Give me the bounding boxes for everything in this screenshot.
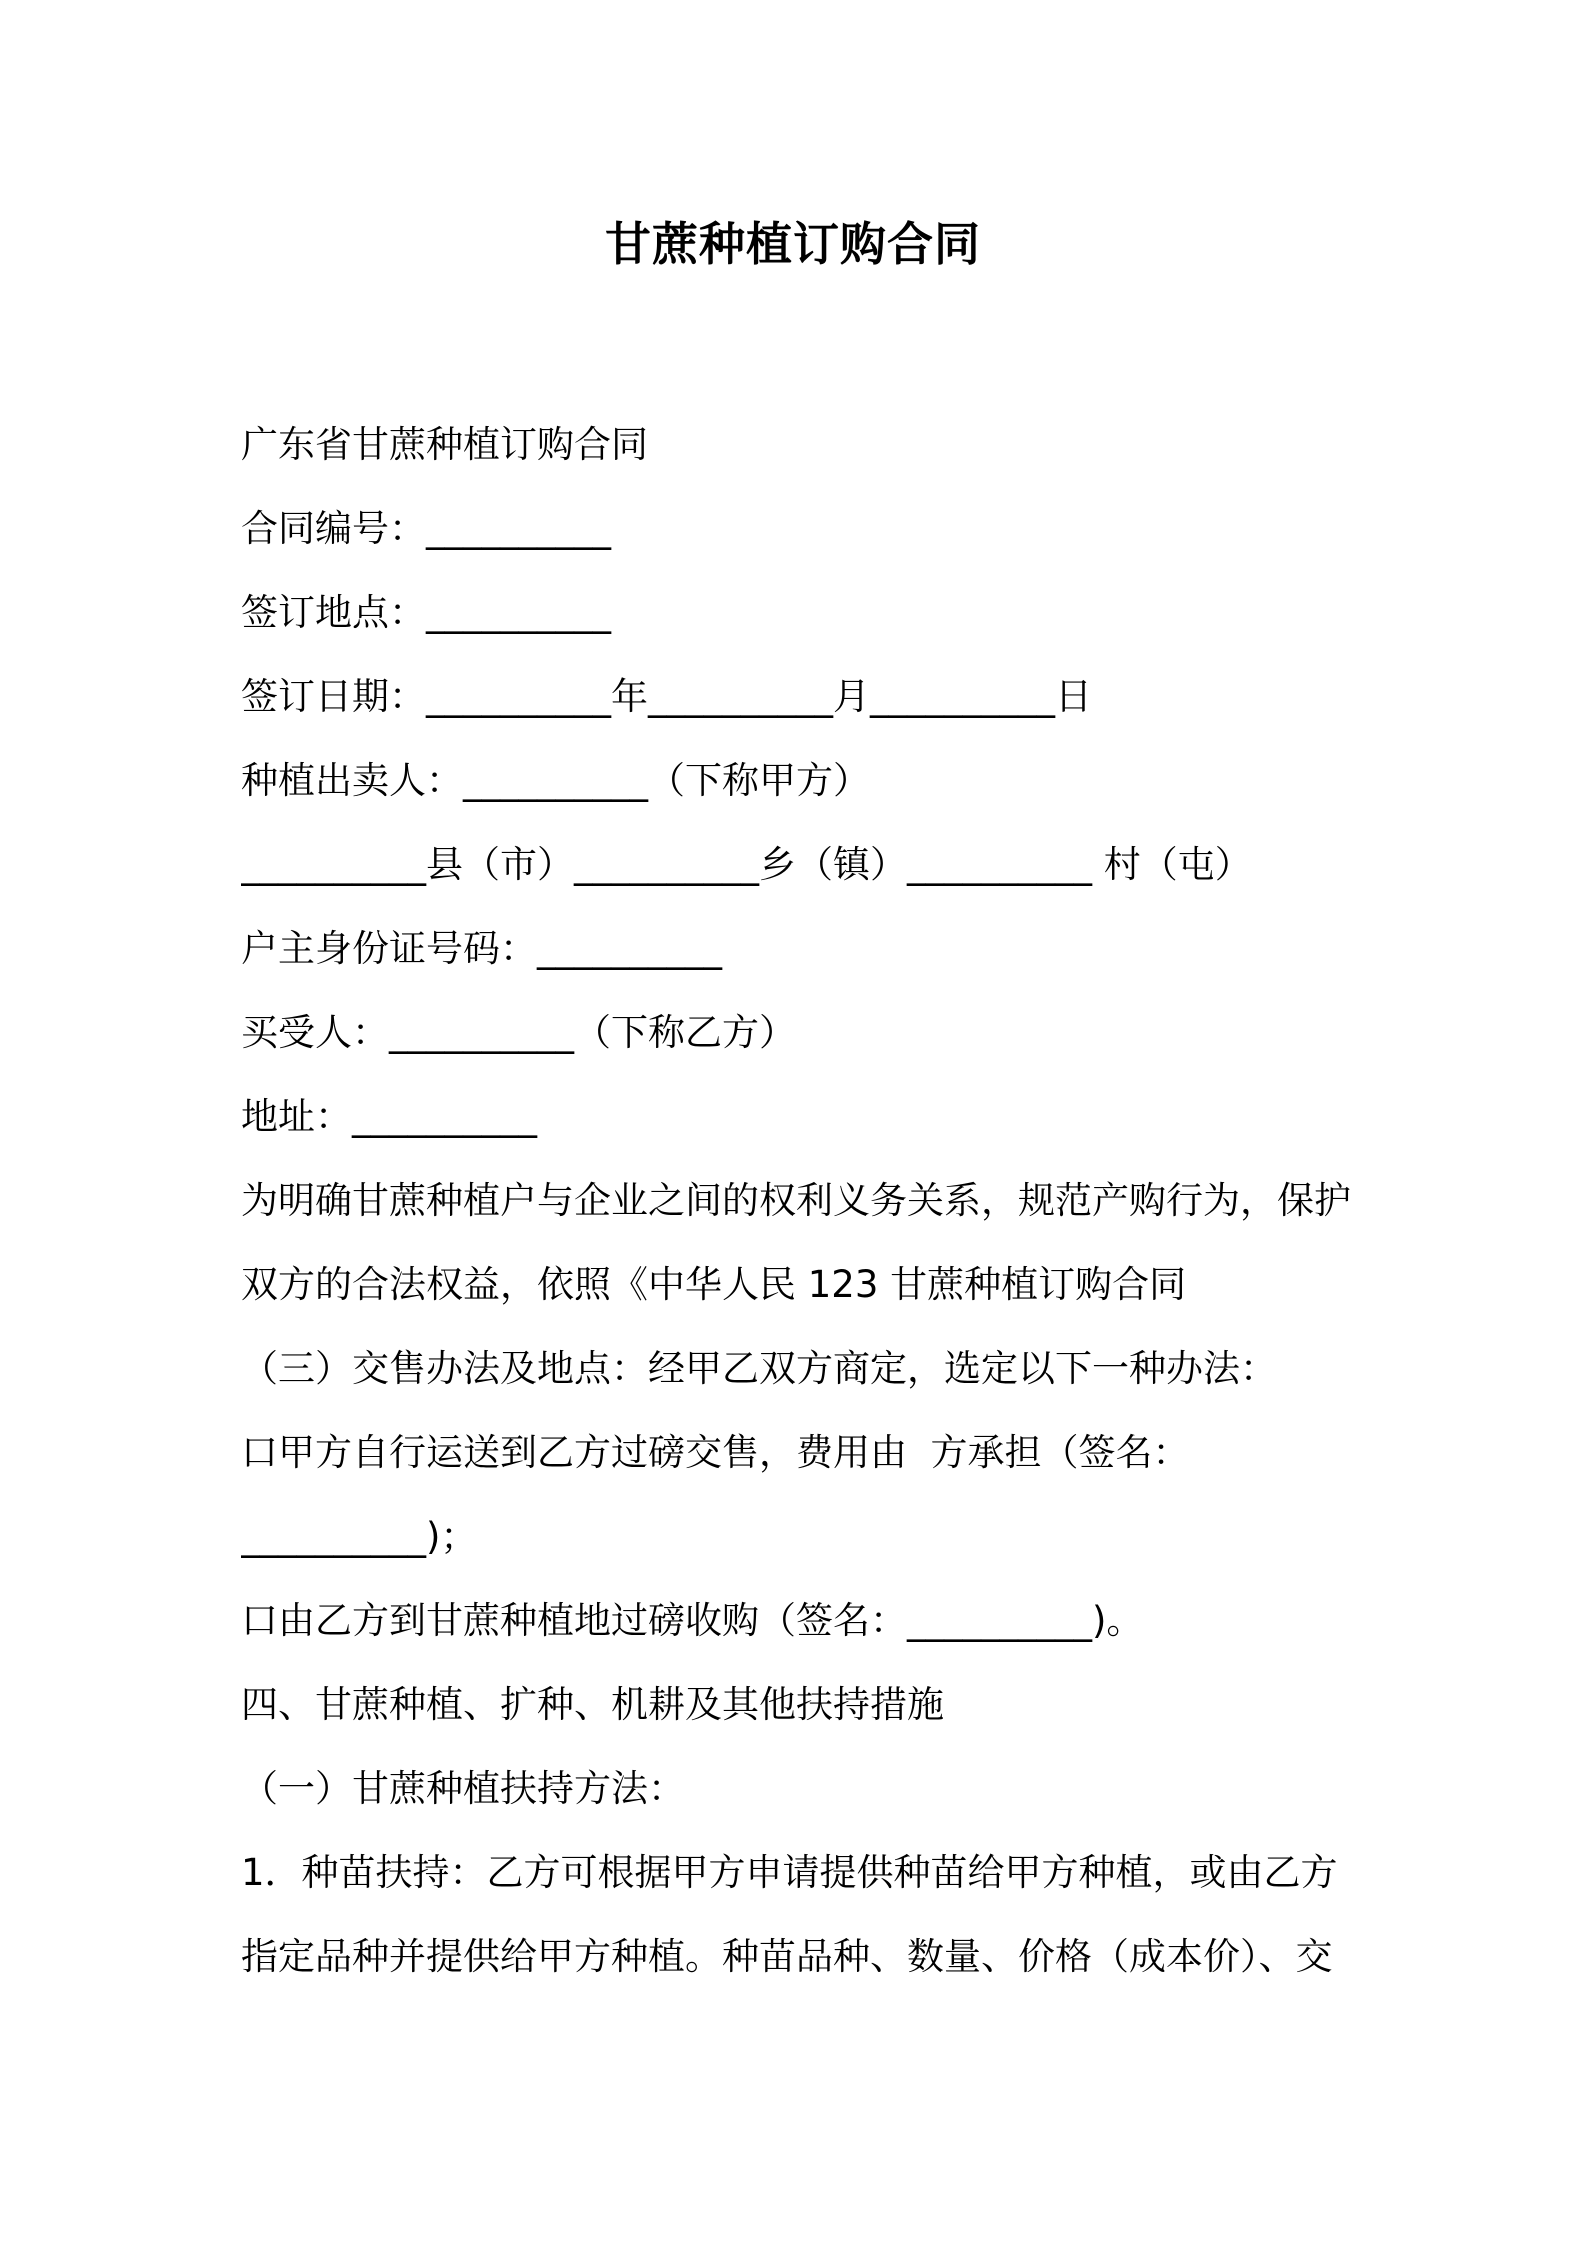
seller-address-line: __________县（市）__________乡（镇）__________ 村（屯） — [241, 843, 1252, 886]
signing-date-line: 签订日期：__________年__________月__________日 — [241, 675, 1092, 718]
document-body — [241, 403, 1371, 1999]
option-line: 口甲方自行运送到乙方过磅交售，费用由 方承担（签名： — [241, 1431, 1190, 1474]
paragraph-line: 1．种苗扶持：乙方可根据甲方申请提供种苗给甲方种植，或由乙方 — [241, 1851, 1338, 1894]
contract-number-line: 合同编号：__________ — [241, 507, 611, 550]
contract-heading-line: 广东省甘蔗种植订购合同 — [241, 423, 648, 466]
address-line: 地址：__________ — [241, 1095, 537, 1138]
id-number-line: 户主身份证号码：__________ — [241, 927, 722, 970]
seller-line: 种植出卖人：__________（下称甲方） — [241, 759, 870, 802]
section-heading: 四、甘蔗种植、扩种、机耕及其他扶持措施 — [241, 1683, 944, 1726]
subsection-heading: （一）甘蔗种植扶持方法： — [241, 1767, 685, 1810]
option-line: __________)； — [241, 1515, 478, 1558]
paragraph-line: 指定品种并提供给甲方种植。种苗品种、数量、价格（成本价）、交 — [241, 1935, 1333, 1978]
document-title: 甘蔗种植订购合同 — [605, 217, 981, 271]
paragraph-line: 为明确甘蔗种植户与企业之间的权利义务关系，规范产购行为，保护 — [241, 1179, 1351, 1222]
buyer-line: 买受人：__________（下称乙方） — [241, 1011, 796, 1054]
paragraph-line: 双方的合法权益，依照《中华人民 123 甘蔗种植订购合同 — [241, 1263, 1187, 1306]
section-heading: （三）交售办法及地点：经甲乙双方商定，选定以下一种办法： — [241, 1347, 1277, 1390]
option-line: 口由乙方到甘蔗种植地过磅收购（签名：__________)。 — [241, 1599, 1144, 1642]
signing-place-line: 签订地点：__________ — [241, 591, 611, 634]
